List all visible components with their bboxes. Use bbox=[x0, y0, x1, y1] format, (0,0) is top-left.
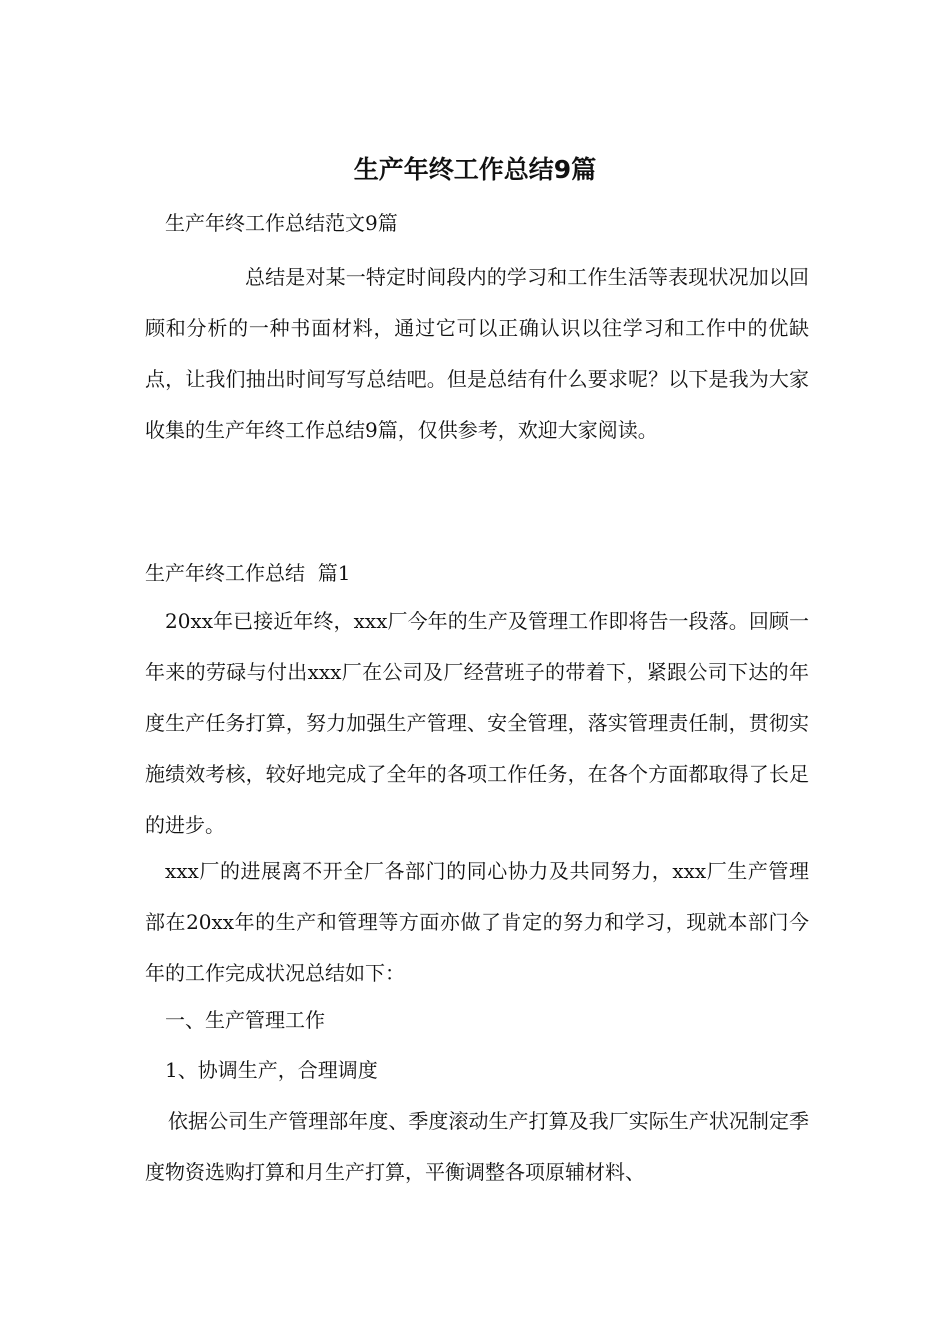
intro-paragraph: 总结是对某一特定时间段内的学习和工作生活等表现状况加以回顾和分析的一种书面材料，通过它可以正确认识以往学习和工作中的优缺点，让我们抽出时间写写总结吧。但是总结有什么要求呢？以下是我为大家收集的生产年终工作总结9篇，仅供参考，欢迎大家阅读。 bbox=[145, 265, 809, 442]
document-title: 生产年终工作总结9篇 bbox=[353, 155, 597, 184]
body-paragraph-2: xxx厂的进展离不开全厂各部门的同心协力及共同努力，xxx厂生产管理部在20xx年的生产和管理等方面亦做了肯定的努力和学习，现就本部门今年的工作完成状况总结如下： bbox=[145, 859, 809, 985]
document-subtitle: 生产年终工作总结范文9篇 bbox=[165, 211, 398, 235]
body-paragraph-3: 依据公司生产管理部年度、季度滚动生产打算及我厂实际生产状况制定季度物资选购打算和月生产打算，平衡调整各项原辅材料、 bbox=[145, 1109, 809, 1184]
subheading-production-management: 一、生产管理工作 bbox=[165, 1008, 325, 1032]
section-heading: 生产年终工作总结 篇1 bbox=[145, 561, 351, 585]
subheading-coordinate-production: 1、协调生产，合理调度 bbox=[165, 1058, 378, 1082]
body-paragraph-1: 20xx年已接近年终，xxx厂今年的生产及管理工作即将告一段落。回顾一年来的劳碌与付出xxx厂在公司及厂经营班子的带着下，紧跟公司下达的年度生产任务打算，努力加强生产管理、安全管理，落实管理责任制，贯彻实施绩效考核，较好地完成了全年的各项工作任务，在各个方面都取得了长足的进步。 bbox=[145, 609, 809, 837]
